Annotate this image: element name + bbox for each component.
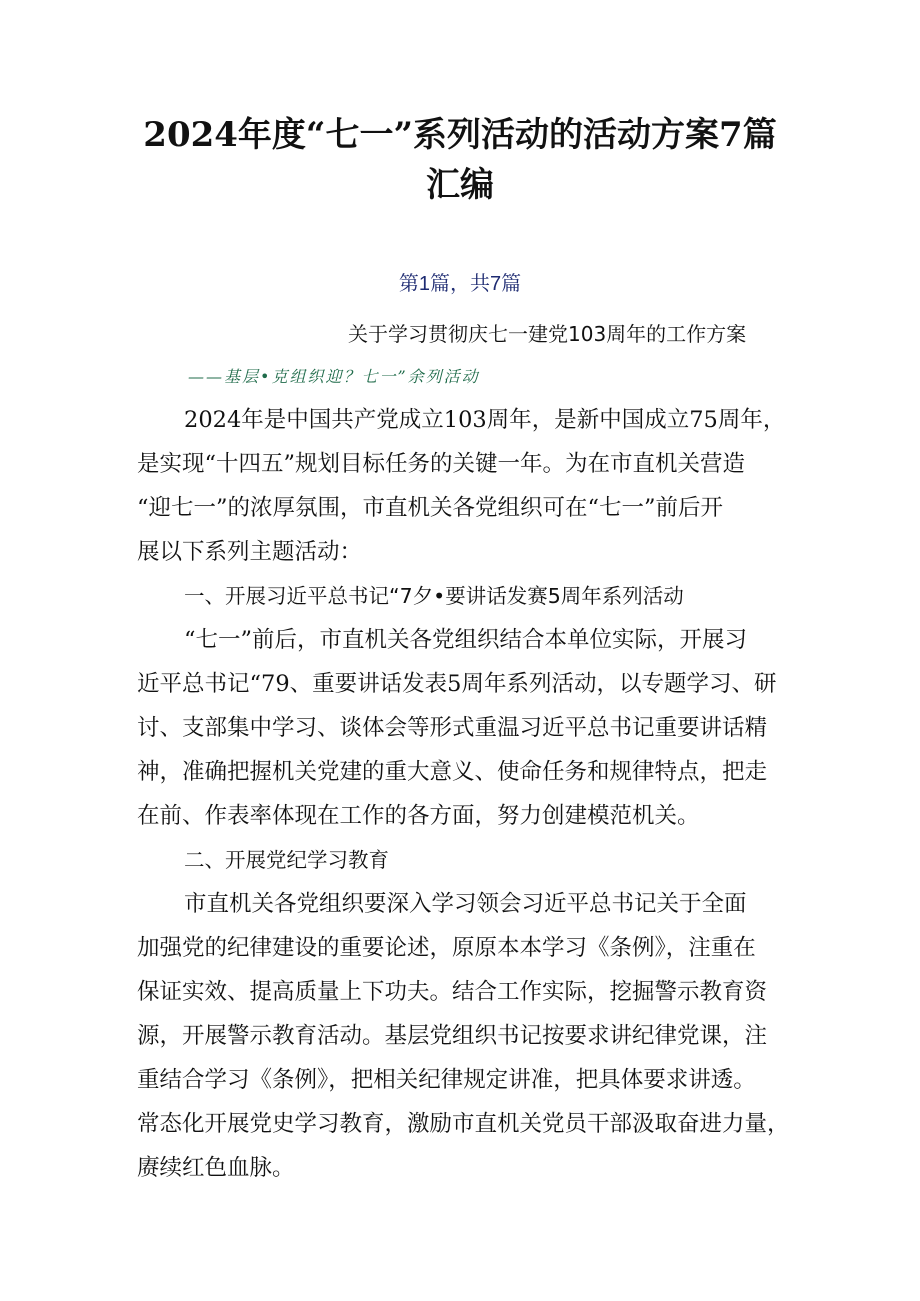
section-1-heading: 一、开展习近平总书记“7夕•要讲话发赛5周年系列活动 [184,584,684,608]
section-1-line: 神，准确把握机关党建的重大意义、使命任务和规律特点，把走 [137,759,768,785]
section-2-line: 加强党的纪律建设的重要论述，原原本本学习《条例》，注重在 [137,935,756,961]
section-2-line: 市直机关各党组织要深入学习领会习近平总书记关于全面 [184,891,747,917]
section-2-heading: 二、开展党纪学习教育 [184,848,389,872]
plan-tagline: ——基层•克组织迎？七一”余列活动 [188,367,480,386]
section-2-line: 源，开展警示教育活动。基层党组织书记按要求讲纪律党课，注 [137,1023,768,1049]
section-2-line: 保证实效、提高质量上下功夫。结合工作实际，挖掘警示教育资 [137,979,768,1005]
plan-subtitle: 关于学习贯彻庆七一建党103周年的工作方案 [348,322,747,346]
section-1-line: 讨、支部集中学习、谈体会等形式重温习近平总书记重要讲话精 [137,715,768,741]
section-2-line: 赓续红色血脉。 [137,1155,295,1181]
document-title-line-2: 汇编 [426,165,494,205]
section-1-line: 在前、作表率体现在工作的各方面，努力创建模范机关。 [137,803,700,829]
intro-line: 是实现“十四五”规划目标任务的关键一年。为在市直机关营造 [137,451,746,477]
document-title-line-1: 2024年度“七一”系列活动的活动方案7篇 [143,115,777,155]
section-2-line: 常态化开展党史学习教育，激励市直机关党员干部汲取奋进力量， [137,1111,790,1137]
part-label: 第1篇，共7篇 [398,273,522,295]
intro-line: “迎七一”的浓厚氛围，市直机关各党组织可在“七一”前后开 [137,495,724,521]
intro-line: 2024年是中国共产党成立103周年，是新中国成立75周年， [184,407,786,433]
section-1-line: 近平总书记“79、重要讲话发表5周年系列活动，以专题学习、研 [137,671,777,697]
intro-line: 展以下系列主题活动： [137,539,363,565]
section-1-line: “七一”前后，市直机关各党组织结合本单位实际，开展习 [184,627,748,653]
section-2-line: 重结合学习《条例》，把相关纪律规定讲准，把具体要求讲透。 [137,1067,756,1093]
